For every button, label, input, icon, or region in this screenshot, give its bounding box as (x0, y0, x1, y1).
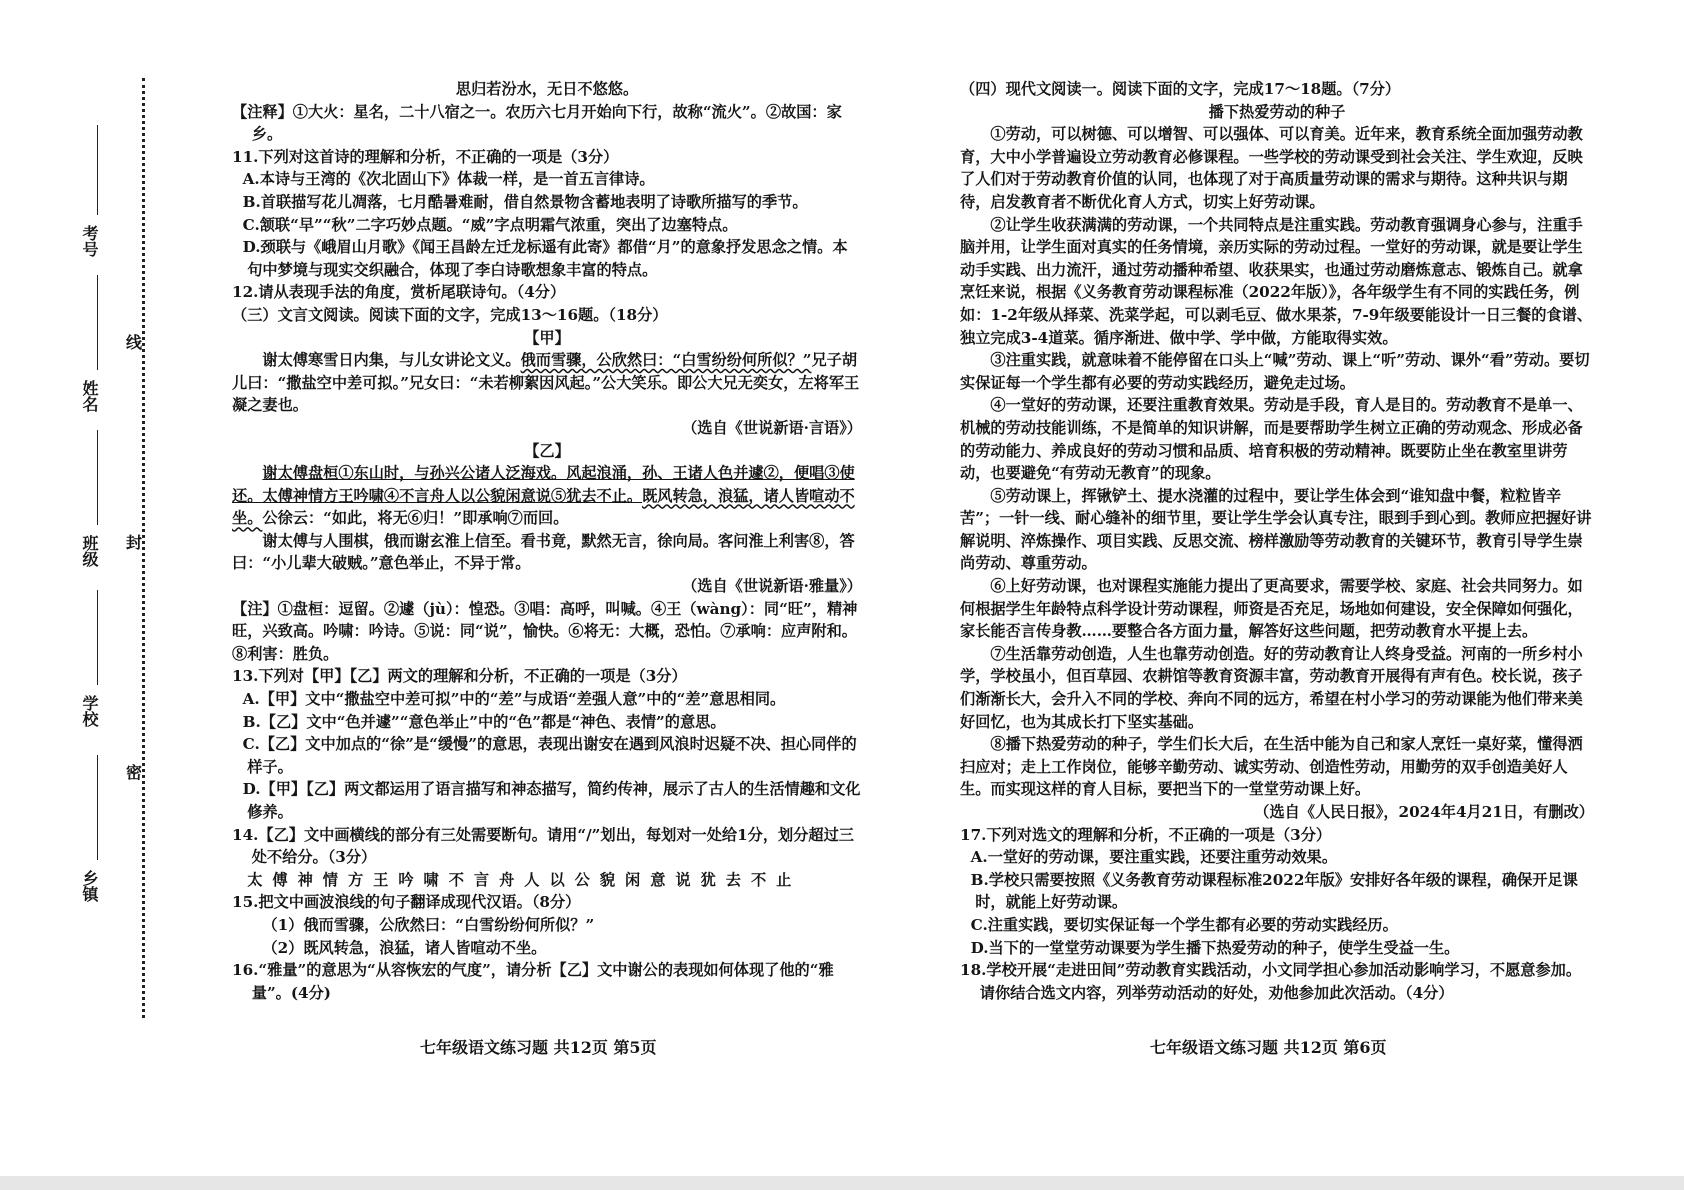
label-kaohao: 考号 (80, 225, 99, 257)
blank-kaohao[interactable] (97, 125, 98, 215)
q13-option-b: B.【乙】文中“色并遽”“意色举止”中的“色”都是“神色、表情”的意思。 (242, 712, 726, 731)
q13-option-c: C.【乙】文中加点的“徐”是“缓慢”的意思，表现出谢安在遇到风浪时迟疑不决、担心同伴的样子。 (242, 735, 857, 776)
q15-item-1: （1）俄而雪骤，公欣然曰：“白雪纷纷何所似？” (262, 915, 595, 934)
q14-sentence: 太傅神情方王吟啸不言舟人以公貌闲意说犹去不止 (247, 870, 802, 889)
question-16: 16.“雅量”的意思为“从容恢宏的气度”，请分析【乙】文中谢公的表现如何体现了他的“雅量”。(4分) (232, 961, 834, 1002)
q11-option-a: A.本诗与王湾的《次北固山下》体裁一样，是一首五言律诗。 (242, 170, 655, 189)
question-12: 12.请从表现手法的角度，赏析尾联诗句。（4分） (232, 283, 566, 302)
label-xingming: 姓名 (80, 380, 99, 412)
seal-char-xian: 线 (126, 333, 143, 352)
passage-jia-source: （选自《世说新语·言语》） (682, 418, 862, 437)
seal-char-mi: 密 (126, 763, 143, 782)
seal-char-feng: 封 (126, 533, 143, 552)
blank-xingming[interactable] (97, 275, 98, 370)
q15-item-2: （2）既风转急，浪猛，诸人皆喧动不坐。 (262, 938, 547, 957)
scan-bottom-edge (0, 1176, 1684, 1190)
article-para-3: ③注重实践，就意味着不能停留在口头上“喊”劳动、课上“听”劳动、课外“看”劳动。要切实保证每一个学生都有必要的劳动实践经历，避免走过场。 (960, 351, 1590, 392)
passage-yi-source: （选自《世说新语·雅量》） (682, 577, 862, 596)
article-source: （选自《人民日报》，2024年4月21日，有删改） (1254, 803, 1594, 821)
label-xiangzhen: 乡镇 (80, 870, 99, 902)
question-18: 18.学校开展“走进田间”劳动教育实践活动，小文同学担心参加活动影响学习，不愿意参加。请你结合选文内容，列举劳动活动的好处，劝他参加此次活动。（4分） (960, 961, 1582, 1002)
jia-wavy-sentence: 俄而雪骤，公欣然曰：“白雪纷纷何所似？” (520, 351, 812, 370)
q13-option-d: D.【甲】【乙】两文都运用了语言描写和神态描写，简约传神，展示了古人的生活情趣和文化修养。 (242, 780, 861, 821)
binding-dotted-line (142, 78, 145, 1018)
blank-xiangzhen[interactable] (97, 755, 98, 860)
question-14: 14.【乙】文中画横线的部分有三处需要断句。请用“/”划出，每划对一处给1分，划分超过三处不给分。（3分） (232, 825, 854, 867)
passage-notes: 【注】①盘桓：逗留。②遽（jù）：惶恐。③唱：高呼，叫喊。④王（wàng）：同“旺”，精神旺，兴致高。吟啸：吟诗。⑤说：同“说”，愉快。⑥将无：大概，恐怕。⑦承响：应声附和。⑧利害：胜负。 (232, 599, 858, 663)
q17-option-d: D.当下的一堂堂劳动课要为学生播下热爱劳动的种子，使学生受益一生。 (970, 938, 1460, 957)
passage-jia-text: 谢太傅寒雪日内集，与儿女讲论文义。俄而雪骤，公欣然曰：“白雪纷纷何所似？”兄子胡儿曰：“撒盐空中差可拟。”兄女曰：“未若柳絮因风起。”公大笑乐。即公大兄无奕女，左将军王凝之妻也。 (232, 351, 860, 415)
passage-yi-label: 【乙】 (524, 441, 570, 460)
q11-option-c: C.颔联“早”“秋”二字巧妙点题。“威”字点明霜气浓重，突出了边塞特点。 (242, 215, 738, 234)
q11-option-d: D.颈联与《峨眉山月歌》《闻王昌龄左迁龙标遥有此寄》都借“月”的意象抒发思念之情。本句中梦境与现实交织融合，体现了李白诗歌想象丰富的特点。 (242, 238, 848, 279)
page-6 (960, 78, 1594, 1004)
question-13: 13.下列对【甲】【乙】两文的理解和分析，不正确的一项是（3分） (232, 667, 687, 686)
article-title: 播下热爱劳动的种子 (1208, 102, 1346, 121)
article-para-4: ④一堂好的劳动课，还要注重教育效果。劳动是手段，育人是目的。劳动教育不是单一、机械的劳动技能训练，不是简单的知识讲解，而是要帮助学生树立正确的劳动观念、形成必备的劳动能力、养成良好的劳动习惯和品质、培育积极的劳动精神。既要防止坐在教室里讲劳动，也要避免“有劳动无教育”的现象。 (960, 396, 1583, 483)
q13-option-a: A.【甲】文中“撒盐空中差可拟”中的“差”与成语“差强人意”中的“差”意思相同。 (242, 690, 786, 709)
article-para-8: ⑧播下热爱劳动的种子，学生们长大后，在生活中能为自己和家人烹饪一桌好菜，懂得洒扫应对；走上工作岗位，能够辛勤劳动、诚实劳动、创造性劳动，用勤劳的双手创造美好人生。而实现这样的育人目标，要把当下的一堂堂劳动课上好。 (960, 735, 1583, 799)
passage-jia-label: 【甲】 (524, 328, 570, 347)
q11-option-b: B.首联描写花儿凋落，七月酷暑难耐，借自然景物含蓄地表明了诗歌所描写的季节。 (242, 192, 808, 211)
question-17: 17.下列对选文的理解和分析，不正确的一项是（3分） (960, 825, 1332, 844)
article-para-7: ⑦生活靠劳动创造，人生也靠劳动创造。好的劳动教育让人终身受益。河南的一所乡村小学，学校虽小，但百草园、农耕馆等教育资源丰富，劳动教育开展得有声有色。校长说，孩子们渐渐长大，会升入不同的学校、奔向不同的远方，希望在村小学习的劳动课能为他们带来美好回忆，也为其成长打下坚实基础。 (960, 644, 1583, 731)
article-para-5: ⑤劳动课上，挥锹铲土、提水浇灌的过程中，要让学生体会到“谁知盘中餐，粒粒皆辛苦”；一针一线、耐心缝补的细节里，要让学生学会认真专注，眼到手到心到。教师应把握好讲解说明、淬炼操作、项目实践、反思交流、榜样激励等劳动教育的关键环节，教育引导学生崇尚劳动、尊重劳动。 (960, 486, 1592, 573)
section-3-heading: （三）文言文阅读。阅读下面的文字，完成13～16题。（18分） (232, 305, 668, 324)
label-banji: 班级 (80, 535, 99, 567)
page-5 (232, 78, 862, 1004)
article-para-1: ①劳动，可以树德、可以增智、可以强体、可以育美。近年来，教育系统全面加强劳动教育，大中小学普遍设立劳动教育必修课程。一些学校的劳动课受到社会关注、学生欢迎，反映了人们对于劳动教育价值的认同，也体现了对于高质量劳动课的需求与期待。这种共识与期待，启发教育者不断优化育人方式，切实上好劳动课。 (960, 125, 1583, 211)
section-4-heading: （四）现代文阅读一。阅读下面的文字，完成17～18题。（7分） (960, 80, 1401, 98)
blank-xuexiao[interactable] (97, 590, 98, 685)
passage-yi-para1: 谢太傅盘桓①东山时，与孙兴公诸人泛海戏。风起浪涌，孙、王诸人色并遽②，便唱③使还。太傅神情方王吟啸④不言舟人以公貌闲意说⑤犹去不止。既风转急，浪猛，诸人皆喧动不坐。公徐云：“如此，将无⑥归！”即承响⑦而回。 (232, 464, 855, 528)
blank-banji[interactable] (97, 430, 98, 525)
passage-yi-para2: 谢太傅与人围棋，俄而谢玄淮上信至。看书竟，默然无言，徐向局。客问淮上利害⑧，答曰：“小儿辈大破贼。”意色举止，不异于常。 (232, 531, 855, 573)
q17-option-b: B.学校只需要按照《义务教育劳动课程标准2022年版》安排好各年级的课程，确保开足课时，就能上好劳动课。 (970, 870, 1578, 912)
label-xuexiao: 学校 (80, 695, 99, 727)
footer-page-5: 七年级语文练习题 共12页 第5页 (420, 1038, 657, 1057)
article-para-2: ②让学生收获满满的劳动课，一个共同特点是注重实践。劳动教育强调身心参与，注重手脑并用，让学生面对真实的任务情境，亲历实际的劳动过程。一堂好的劳动课，就是要让学生动手实践、出力流汗，通过劳动播种希望、收获果实，也通过劳动磨炼意志、锻炼自己。就拿烹饪来说，根据《义务教育劳动课程标准（2022年版）》，各年级学生有不同的实践任务，例如：1-2年级从择菜、洗菜学起，可以剥毛豆、做水果茶，7-9年级要能设计一日三餐的食谱、独立完成3-4道菜。循序渐进、做中学、学中做，方能取得实效。 (960, 215, 1593, 347)
yi-wavy-sentence: 既风转急，浪猛，诸人皆喧动不坐。 (232, 486, 855, 528)
poem-notes: 【注释】①大火：星名，二十八宿之一。农历六七月开始向下行，故称“流火”。②故国：家乡。 (232, 102, 842, 144)
q17-option-a: A.一堂好的劳动课，要注重实践，还要注重劳动效果。 (970, 848, 1338, 867)
question-15: 15.把文中画波浪线的句子翻译成现代汉语。（8分） (232, 893, 581, 912)
footer-page-6: 七年级语文练习题 共12页 第6页 (1150, 1038, 1387, 1057)
q17-option-c: C.注重实践，要切实保证每一个学生都有必要的劳动实践经历。 (970, 915, 1398, 934)
article-para-6: ⑥上好劳动课，也对课程实施能力提出了更高要求，需要学校、家庭、社会共同努力。如何根据学生年龄特点科学设计劳动课程，师资是否充足，场地如何建设，安全保障如何强化，家长能否言传身教……要整合各方面力量，解答好这些问题，把劳动教育水平提上去。 (960, 577, 1583, 641)
question-11: 11.下列对这首诗的理解和分析，不正确的一项是（3分） (232, 147, 619, 166)
poem-last-line: 思归若汾水，无日不悠悠。 (455, 80, 639, 98)
